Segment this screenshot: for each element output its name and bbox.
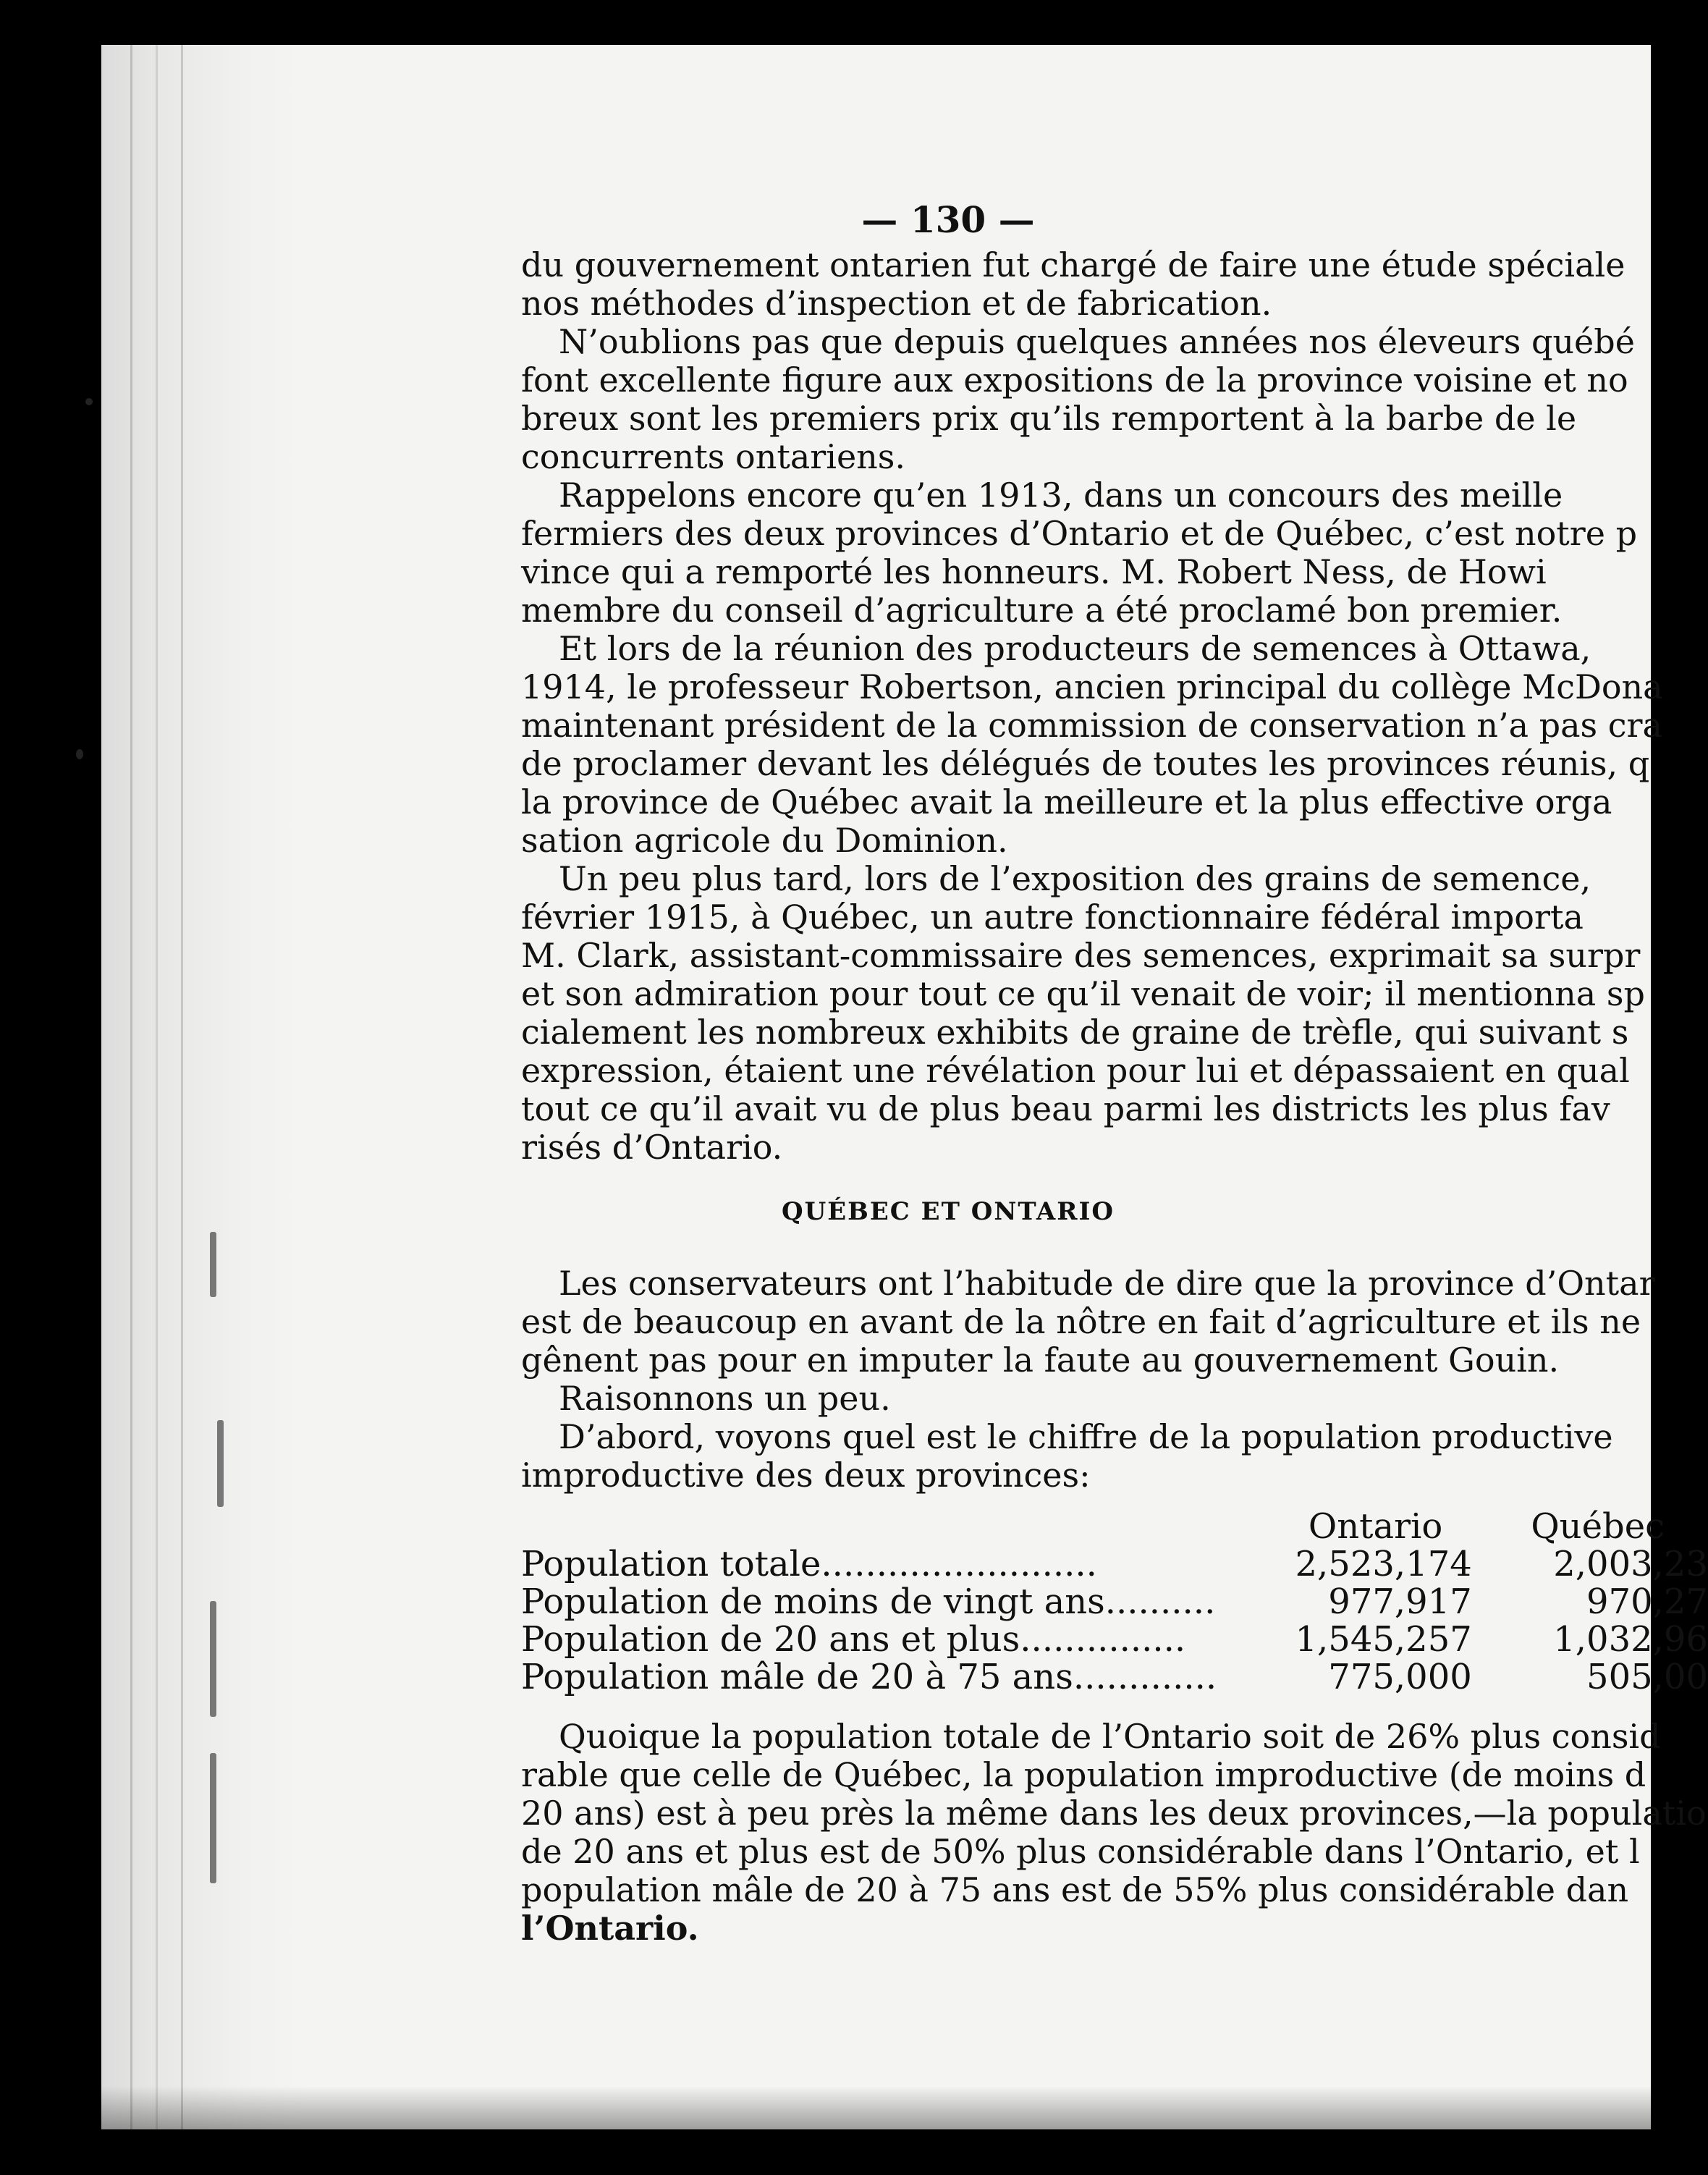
text-line: 1914, le professeur Robertson, ancien principal du collège McDona (521, 667, 1663, 706)
text-line: population mâle de 20 à 75 ans est de 55% plus considérable dan (521, 1870, 1629, 1909)
text-line: de 20 ans et plus est de 50% plus considérable dans l’Ontario, et l (521, 1832, 1640, 1871)
scanned-page (101, 45, 1708, 2129)
scan-speck (85, 398, 93, 405)
text-line: l’Ontario. (521, 1909, 699, 1948)
ontario-value: 1,545,257 (1295, 1619, 1472, 1660)
body-text-middle (521, 1264, 1708, 1495)
table-row (521, 1621, 1708, 1658)
text-line: sation agricole du Dominion. (521, 821, 1008, 860)
quebec-value: 505,00 (1586, 1657, 1708, 1697)
table-row (521, 1658, 1708, 1696)
book-gutter (101, 45, 304, 2129)
column-header-quebec: Québec (1531, 1506, 1665, 1547)
text-line: fermiers des deux provinces d’Ontario et de Québec, c’est notre p (521, 514, 1638, 553)
text-line: 20 ans) est à peu près la même dans les deux provinces,—la populatio (521, 1794, 1707, 1833)
text-line: la province de Québec avait la meilleure et la plus effective orga (521, 782, 1612, 822)
text-line: gênent pas pour en imputer la faute au gouvernement Gouin. (521, 1340, 1560, 1380)
text-line: M. Clark, assistant-commissaire des semences, exprimait sa surpr (521, 936, 1641, 975)
text-line: Un peu plus tard, lors de l’exposition des grains de semence, (559, 859, 1591, 898)
text-line: février 1915, à Québec, un autre fonctionnaire fédéral importa (521, 898, 1584, 937)
text-line: et son admiration pour tout ce qu’il venait de voir; il mentionna sp (521, 974, 1645, 1013)
text-line: N’oublions pas que depuis quelques années nos éleveurs québé (559, 322, 1635, 361)
scan-speck (76, 749, 83, 759)
text-line: breux sont les premiers prix qu’ils remportent à la barbe de le (521, 399, 1577, 438)
ontario-value: 775,000 (1328, 1657, 1472, 1697)
text-line: de proclamer devant les délégués de toutes les provinces réunis, q (521, 744, 1650, 783)
row-label: Population mâle de 20 à 75 ans............. (521, 1657, 1217, 1697)
quebec-value: 2,003,23 (1553, 1544, 1708, 1584)
page-edge-line (130, 45, 132, 2129)
quebec-value: 1,032,96 (1553, 1619, 1708, 1660)
quebec-value: 970,27 (1586, 1581, 1708, 1622)
text-line: risés d’Ontario. (521, 1128, 783, 1167)
text-line: maintenant président de la commission de conservation n’a pas cra (521, 706, 1662, 745)
row-label: Population de moins de vingt ans.......... (521, 1581, 1216, 1622)
section-heading: QUÉBEC ET ONTARIO (781, 1197, 1115, 1226)
text-line: Et lors de la réunion des producteurs de semences à Ottawa, (559, 629, 1591, 668)
text-line: expression, étaient une révélation pour lui et dépassaient en qual (521, 1051, 1630, 1090)
body-text-bottom (521, 1718, 1708, 1948)
text-line: Quoique la population totale de l’Ontario soit de 26% plus consid (559, 1717, 1661, 1756)
population-table (521, 1508, 1708, 1696)
text-line: vince qui a remporté les honneurs. M. Robert Ness, de Howi (521, 552, 1547, 591)
scan-artifact (210, 1753, 216, 1883)
text-line: Rappelons encore qu’en 1913, dans un concours des meille (559, 476, 1563, 515)
body-text-top (521, 246, 1708, 1167)
page-edge-line (156, 45, 158, 2129)
table-row (521, 1545, 1708, 1583)
text-line: membre du conseil d’agriculture a été proclamé bon premier. (521, 591, 1563, 630)
column-header-ontario: Ontario (1308, 1506, 1443, 1547)
text-line: Raisonnons un peu. (559, 1379, 891, 1418)
page-number: — 130 — (861, 198, 1035, 241)
text-line: nos méthodes d’inspection et de fabrication. (521, 284, 1272, 323)
scan-artifact (210, 1232, 216, 1297)
text-line: D’abord, voyons quel est le chiffre de la population productive (559, 1417, 1613, 1456)
row-label: Population totale......................... (521, 1544, 1097, 1584)
page-edge-line (181, 45, 183, 2129)
scan-artifact (217, 1420, 224, 1507)
table-row (521, 1583, 1708, 1621)
text-line: du gouvernement ontarien fut chargé de faire une étude spéciale (521, 245, 1625, 284)
scan-artifact (210, 1601, 216, 1717)
text-line: est de beaucoup en avant de la nôtre en fait d’agriculture et ils ne (521, 1302, 1641, 1341)
table-header-row (521, 1508, 1708, 1545)
page-content (521, 200, 1708, 1948)
text-line: improductive des deux provinces: (521, 1456, 1091, 1495)
ontario-value: 977,917 (1328, 1581, 1472, 1622)
text-line: Les conservateurs ont l’habitude de dire que la province d’Ontar (559, 1264, 1655, 1303)
text-line: rable que celle de Québec, la population improductive (de moins d (521, 1755, 1646, 1794)
row-label: Population de 20 ans et plus............... (521, 1619, 1186, 1660)
text-line: font excellente figure aux expositions de la province voisine et no (521, 360, 1628, 400)
page-bottom-shadow (101, 2086, 1651, 2129)
text-line: tout ce qu’il avait vu de plus beau parmi les districts les plus fav (521, 1089, 1610, 1128)
text-line: cialement les nombreux exhibits de graine de trèfle, qui suivant s (521, 1013, 1629, 1052)
ontario-value: 2,523,174 (1295, 1544, 1472, 1584)
text-line: concurrents ontariens. (521, 437, 906, 476)
